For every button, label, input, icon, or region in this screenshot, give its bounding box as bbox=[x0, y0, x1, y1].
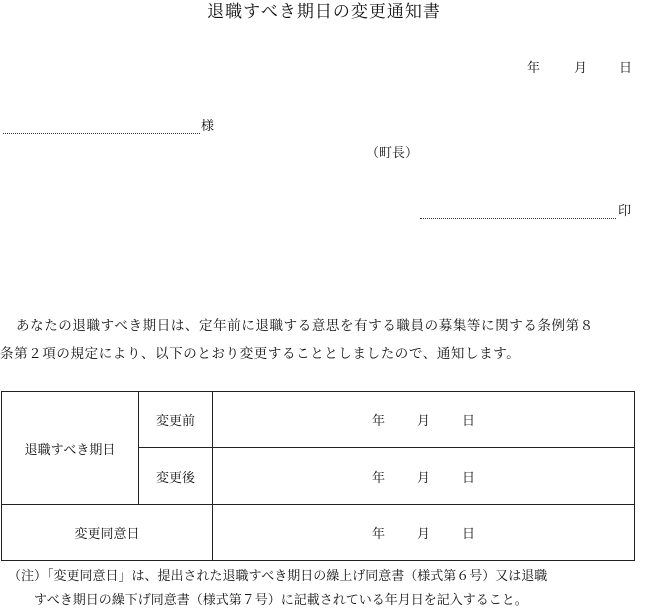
ymd-year: 年 bbox=[371, 414, 385, 429]
seal-line bbox=[420, 200, 631, 219]
ymd-month: 月 bbox=[416, 527, 430, 542]
after-change-label: 変更後 bbox=[139, 448, 213, 505]
footnote bbox=[0, 565, 648, 613]
sender-title: （町長） bbox=[366, 146, 419, 161]
ymd-day: 日 bbox=[462, 414, 476, 429]
date-month-label: 月 bbox=[574, 61, 588, 76]
notice-body bbox=[0, 312, 648, 368]
footnote-line: （注）「変更同意日」は、提出された退職すべき期日の繰上げ同意書（様式第６号）又は退職 bbox=[8, 569, 548, 584]
ymd-month: 月 bbox=[416, 414, 430, 429]
after-change-date[interactable] bbox=[213, 448, 635, 505]
ymd-year: 年 bbox=[371, 527, 385, 542]
body-paragraph-line: 条第２項の規定により、以下のとおり変更することとしましたので、通知します。 bbox=[0, 346, 521, 362]
ymd-month: 月 bbox=[416, 470, 430, 486]
document-title: 退職すべき期日の変更通知書 bbox=[207, 2, 441, 22]
before-change-label: 変更前 bbox=[139, 392, 213, 448]
ymd-year: 年 bbox=[371, 470, 385, 486]
issue-date bbox=[527, 57, 632, 76]
date-day-label: 日 bbox=[619, 61, 633, 76]
addressee-blank[interactable] bbox=[3, 119, 200, 134]
ymd-day: 日 bbox=[462, 527, 476, 542]
retirement-date-header: 退職すべき期日 bbox=[2, 392, 139, 505]
date-year-label: 年 bbox=[527, 61, 541, 76]
consent-date[interactable] bbox=[213, 505, 635, 561]
signature-blank[interactable] bbox=[420, 204, 616, 219]
ymd-day: 日 bbox=[462, 470, 476, 486]
date-change-table bbox=[1, 391, 635, 561]
seal-mark: 印 bbox=[618, 204, 632, 219]
addressee-suffix: 様 bbox=[201, 119, 215, 134]
before-change-date[interactable] bbox=[213, 392, 635, 448]
addressee-line bbox=[3, 115, 214, 134]
body-paragraph-line: あなたの退職すべき期日は、定年前に退職する意思を有する職員の募集等に関する条例第８ bbox=[16, 318, 594, 334]
consent-date-label: 変更同意日 bbox=[2, 505, 213, 561]
footnote-line: すべき期日の繰下げ同意書（様式第７号）に記載されている年月日を記入すること。 bbox=[34, 593, 528, 608]
